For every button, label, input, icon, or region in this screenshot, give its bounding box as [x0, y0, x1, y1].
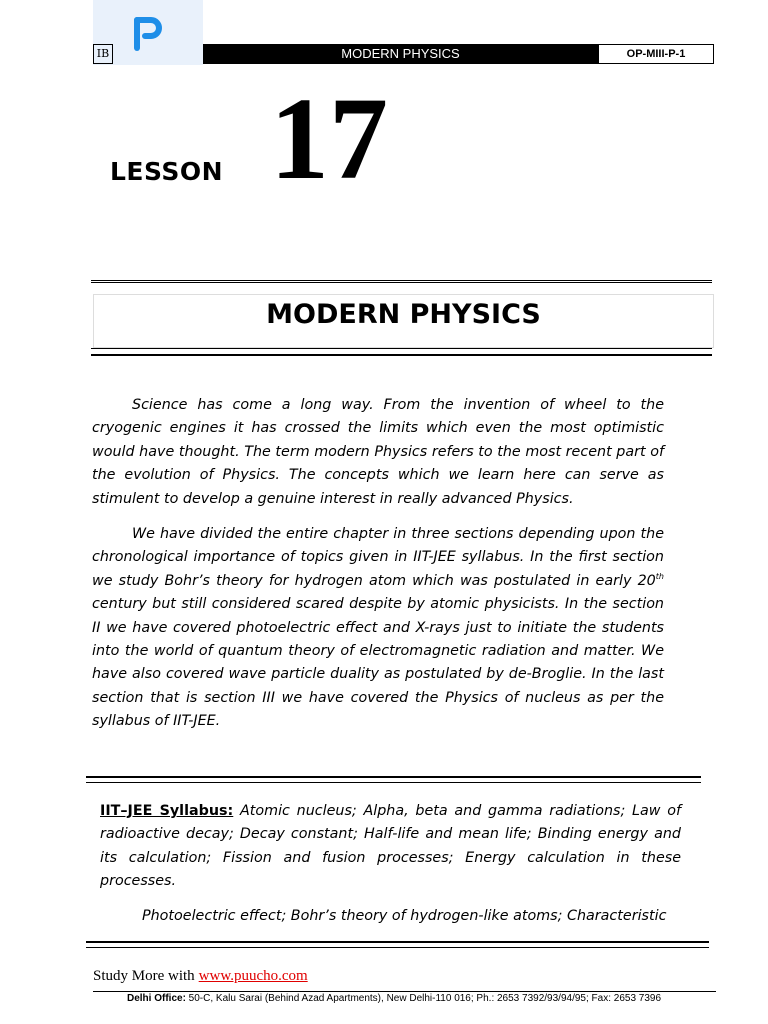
- header-title: MODERN PHYSICS: [203, 44, 598, 64]
- intro-paragraph-1: Science has come a long way. From the invention of wheel to the cryogenic engines it has crossed the limits which even the most optimistic would have thought. The term modern Physics refers to the most recent part of the evolution of Physics. The concepts which we learn here can serve as stimulent to develop a genuine interest in really advanced Physics.: [92, 397, 664, 507]
- intro-paragraph-2: [92, 523, 664, 734]
- syllabus-bottom-rule: [86, 941, 709, 948]
- study-label: Study More with: [93, 968, 195, 984]
- header-badge-icon: IB: [93, 44, 113, 64]
- lesson-label: LESSON: [110, 157, 224, 186]
- footer-rule: [93, 991, 716, 992]
- office-address: [127, 993, 661, 1004]
- puucho-link[interactable]: www.puucho.com: [198, 968, 308, 984]
- syllabus-paragraph-2: Photoelectric effect; Bohr’s theory of hydrogen-like atoms; Characteristic: [142, 908, 667, 924]
- syllabus-heading: IIT–JEE Syllabus:: [100, 803, 234, 819]
- syllabus-paragraph: [100, 800, 681, 894]
- lesson-number: 17: [270, 73, 388, 204]
- syllabus-top-rule: [86, 776, 701, 783]
- header-code: OP-MIII-P-1: [598, 44, 714, 64]
- syllabus-text: Atomic nucleus; Alpha, beta and gamma radiations; Law of radioactive decay; Decay constant; Half-life and mean life; Binding energy and its calculation; Fission and fusion processes; Energy calculation in these processes.: [100, 803, 682, 890]
- intro-paragraph-2-end: century but still considered scared despite by atomic physicists. In the section II we have covered photoelectric effect and X-rays just to initiate the students into the world of quantum theory of electromagnetic radiation and matter. We have also covered wave particle duality as postulated by de-Broglie. In the last section that is section III we have covered the Physics of nucleus as per the syllabus of IIT-JEE.: [92, 596, 664, 730]
- chapter-title: MODERN PHYSICS: [266, 299, 541, 330]
- ordinal-superscript: th: [655, 572, 664, 582]
- study-more: [93, 968, 308, 985]
- puucho-logo-icon: [133, 14, 163, 54]
- office-text: 50-C, Kalu Sarai (Behind Azad Apartments), New Delhi-110 016; Ph.: 2653 7392/93/94/95; Fax: 2653 7396: [185, 993, 662, 1004]
- title-bottom-rule: [91, 348, 712, 356]
- office-label: Delhi Office:: [127, 993, 186, 1004]
- title-top-rule: [91, 280, 712, 283]
- intro-paragraph-2-start: We have divided the entire chapter in three sections depending upon the chronological importance of topics given in IIT-JEE syllabus. In the first section we study Bohr’s theory for hydrogen atom which was postulated in early 20: [92, 526, 664, 589]
